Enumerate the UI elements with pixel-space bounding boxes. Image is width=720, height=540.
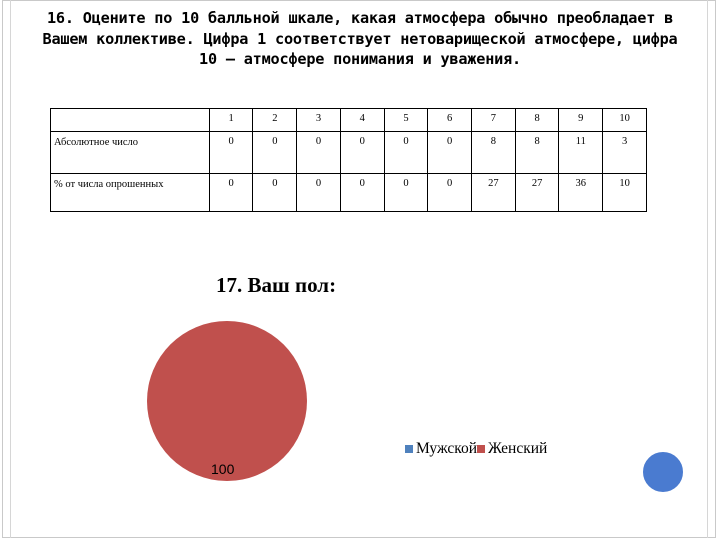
- table-cell: 8: [515, 132, 559, 174]
- table-cell: 0: [209, 132, 253, 174]
- table-cell: 0: [297, 174, 341, 212]
- pie-data-label: 100: [211, 461, 235, 477]
- table-cell: 27: [515, 174, 559, 212]
- header-cell: 5: [384, 109, 428, 132]
- chart-legend: [405, 440, 547, 458]
- legend-item-female: [477, 440, 547, 458]
- pie-slice-female: [147, 321, 307, 481]
- table-cell: 0: [297, 132, 341, 174]
- legend-label-male: Мужской: [416, 440, 478, 457]
- table-cell: 11: [559, 132, 603, 174]
- slide-frame-inner: [10, 0, 708, 538]
- table-cell: 27: [472, 174, 516, 212]
- table-header-row: [51, 109, 647, 132]
- header-cell: 9: [559, 109, 603, 132]
- decorative-circle-icon: [640, 449, 686, 495]
- header-cell: 3: [297, 109, 341, 132]
- table-cell: 10: [603, 174, 647, 212]
- table-cell: 0: [384, 174, 428, 212]
- header-cell: 7: [472, 109, 516, 132]
- header-cell: 8: [515, 109, 559, 132]
- header-cell: 4: [340, 109, 384, 132]
- legend-swatch-male: [405, 445, 413, 453]
- table-cell: 0: [428, 174, 472, 212]
- question-16-text: 16. Оцените по 10 балльной шкале, какая атмосфера обычно преобладает в Вашем коллективе. Цифра 1 соответствует нетоварищеской атмосфере, цифра 10 – атмосфере понимания и уважения.: [42, 9, 678, 68]
- table-cell: 0: [340, 132, 384, 174]
- header-cell: 2: [253, 109, 297, 132]
- table-row: [51, 132, 647, 174]
- header-cell: 6: [428, 109, 472, 132]
- table-cell: 8: [472, 132, 516, 174]
- header-cell: 10: [603, 109, 647, 132]
- rating-table: [50, 108, 647, 212]
- legend-item-male: [405, 440, 477, 458]
- table-cell: 36: [559, 174, 603, 212]
- table-cell: 0: [384, 132, 428, 174]
- table-cell: 0: [340, 174, 384, 212]
- table-row: [51, 174, 647, 212]
- table-cell: 0: [253, 132, 297, 174]
- row-label-absolute: Абсолютное число: [51, 132, 210, 174]
- table-cell: 0: [209, 174, 253, 212]
- table-cell: 0: [253, 174, 297, 212]
- legend-label-female: Женский: [488, 440, 548, 457]
- row-label-percent: % от числа опрошенных: [51, 174, 210, 212]
- table-corner-cell: [51, 109, 210, 132]
- header-cell: 1: [209, 109, 253, 132]
- question-17-text: 17. Ваш пол:: [216, 273, 337, 297]
- table-cell: 0: [428, 132, 472, 174]
- legend-swatch-female: [477, 445, 485, 453]
- gender-pie-chart: [146, 320, 308, 482]
- table-cell: 3: [603, 132, 647, 174]
